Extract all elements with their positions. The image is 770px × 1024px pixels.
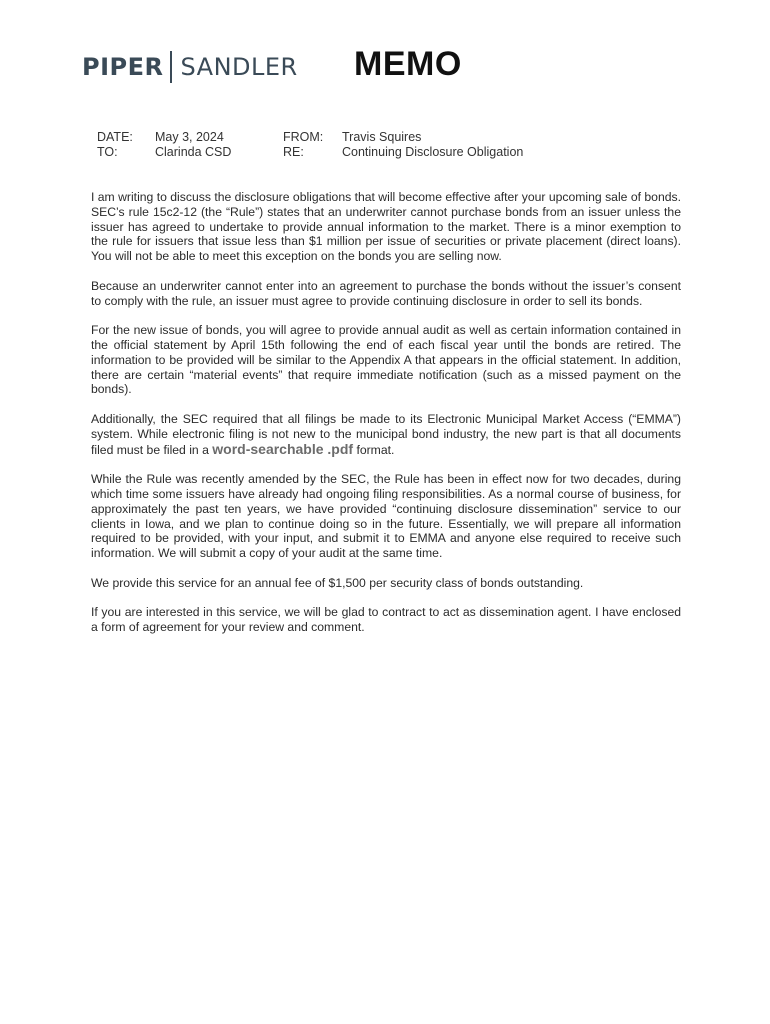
paragraph-new-issue: For the new issue of bonds, you will agree to provide annual audit as well as certain information contained in the official statement by April 15th following the end of each fiscal year until the bonds are retired. The information to be provided will be similar to the Appendix A that appears in the official statement. In addition, there are certain “material events” that require immediate notification (such as a missed payment on the bonds). (91, 323, 681, 397)
to-value: Clarinda CSD (155, 145, 232, 159)
paragraph-emma (91, 412, 681, 457)
memo-title: MEMO (354, 45, 462, 83)
memo-header-row (0, 145, 770, 160)
re-value: Continuing Disclosure Obligation (342, 145, 524, 159)
emma-text-before: Additionally, the SEC required that all filings be made to its Electronic Municipal Market Access (“EMMA”) system. While electronic filing is not new to the municipal bond industry, the new part is that all documents filed must be filed in a (91, 411, 681, 457)
paragraph-fee: We provide this service for an annual fee of $1,500 per security class of bonds outstanding. (91, 575, 584, 590)
word-searchable-pdf-emphasis: word-searchable .pdf (212, 440, 354, 457)
company-logo (82, 50, 298, 84)
paragraph-rule-history: While the Rule was recently amended by the SEC, the Rule has been in effect now for two decades, during which time some issuers have already had ongoing filing responsibilities. As a normal course of business, for approximately the past ten years, we have provided “continuing disclosure dissemination” service to our clients in Iowa, and we plan to continue doing so in the future. Essentially, we will prepare all information required to be provided, with your input, and submit it to EMMA and anyone else required to receive such information. We will submit a copy of your audit at the same time. (91, 472, 681, 561)
emma-text-after: format. (353, 442, 395, 457)
memo-header-row (0, 130, 770, 145)
date-label: DATE: (97, 130, 133, 144)
paragraph-consent: Because an underwriter cannot enter into an agreement to purchase the bonds without the issuer’s consent to comply with the rule, an issuer must agree to provide continuing disclosure in order to sell its bonds. (91, 278, 681, 308)
memo-body (91, 190, 681, 650)
logo-sandler-text: SANDLER (180, 53, 298, 81)
from-value: Travis Squires (342, 130, 422, 144)
date-value: May 3, 2024 (155, 130, 224, 144)
to-label: TO: (97, 145, 118, 159)
re-label: RE: (283, 145, 304, 159)
paragraph-intro: I am writing to discuss the disclosure obligations that will become effective after your upcoming sale of bonds. SEC’s rule 15c2-12 (the “Rule”) states that an underwriter cannot purchase bonds from an issuer unless the issuer has agreed to undertake to provide annual information to the market. There is a minor exemption to the rule for issuers that issue less than $1 million per issue of securities or private placement (direct loans). You will not be able to meet this exception on the bonds you are selling now. (91, 190, 681, 264)
paragraph-closing: If you are interested in this service, we will be glad to contract to act as dissemination agent. I have enclosed a form of agreement for your review and comment. (91, 605, 681, 635)
from-label: FROM: (283, 130, 324, 144)
logo-divider (170, 51, 172, 83)
memo-header (0, 130, 770, 160)
logo-piper-text: PIPER (82, 53, 164, 81)
